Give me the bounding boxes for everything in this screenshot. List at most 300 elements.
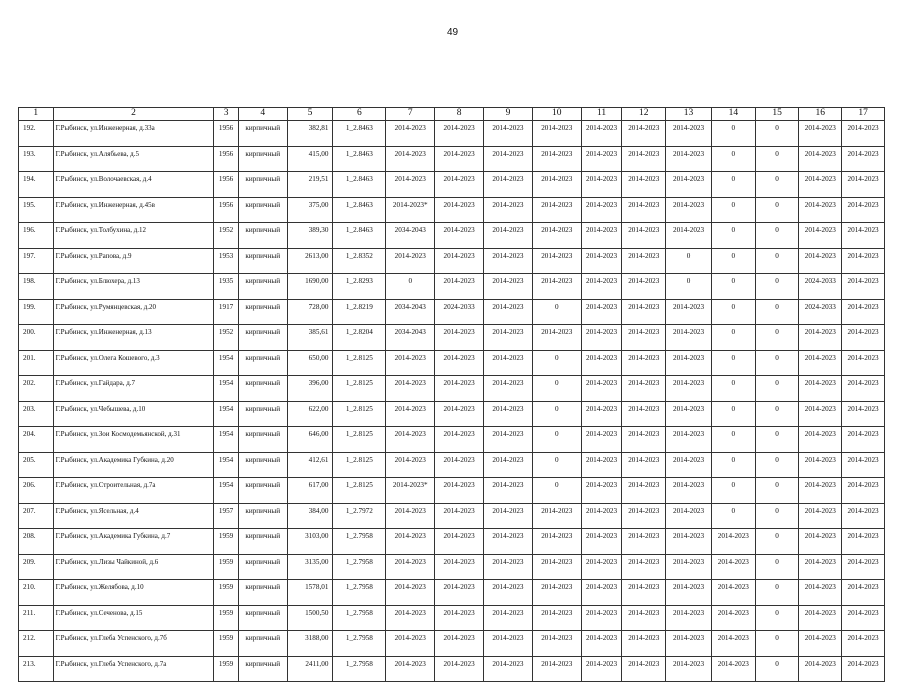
table-cell: 1954 <box>214 376 238 402</box>
table-cell: 2014-2023 <box>435 452 484 478</box>
table-cell: 2014-2023 <box>435 427 484 453</box>
table-cell: 2014-2023 <box>666 121 712 147</box>
table-cell: 204. <box>19 427 54 453</box>
table-cell: 2014-2023 <box>799 580 842 606</box>
table-cell: 0 <box>532 376 581 402</box>
table-cell: кирпичный <box>238 197 287 223</box>
table-cell: 1957 <box>214 503 238 529</box>
table-cell: 2014-2023 <box>386 121 435 147</box>
table-cell: 1956 <box>214 172 238 198</box>
table-cell: 2014-2023 <box>532 121 581 147</box>
table-cell: Г.Рыбинск, ул.Рапова, д.9 <box>53 248 214 274</box>
table-cell: 0 <box>755 452 799 478</box>
table-cell: 2014-2023 <box>622 452 666 478</box>
table-cell: 1_2.8125 <box>333 427 386 453</box>
table-cell: 0 <box>711 197 755 223</box>
table-cell: 2014-2023 <box>386 580 435 606</box>
table-cell: 2014-2023 <box>532 146 581 172</box>
table-row <box>19 325 885 351</box>
table-cell: 2014-2023 <box>666 452 712 478</box>
table-cell: 2014-2023 <box>666 554 712 580</box>
table-cell: 1956 <box>214 121 238 147</box>
table-cell: 0 <box>755 146 799 172</box>
table-cell: 2014-2023 <box>484 376 533 402</box>
table-cell: 0 <box>711 401 755 427</box>
table-cell: 0 <box>711 503 755 529</box>
table-cell: 194. <box>19 172 54 198</box>
table-cell: 1956 <box>214 197 238 223</box>
table-cell: 2014-2023 <box>581 350 622 376</box>
table-cell: 1959 <box>214 529 238 555</box>
table-cell: 0 <box>755 299 799 325</box>
page-number: 49 <box>446 27 459 38</box>
table-cell: 2014-2023 <box>435 248 484 274</box>
table-cell: 0 <box>755 223 799 249</box>
table-cell: 2014-2023 <box>484 121 533 147</box>
table-cell: 389,30 <box>287 223 333 249</box>
table-cell: 382,81 <box>287 121 333 147</box>
table-cell: 2014-2023 <box>799 376 842 402</box>
table-cell: 2014-2023 <box>666 580 712 606</box>
table-cell: 622,00 <box>287 401 333 427</box>
table-cell: 203. <box>19 401 54 427</box>
table-cell: 2014-2023 <box>484 401 533 427</box>
table-cell: 2014-2023 <box>386 427 435 453</box>
table-cell: 385,61 <box>287 325 333 351</box>
table-row <box>19 554 885 580</box>
table-cell: 2014-2023 <box>435 146 484 172</box>
table-row <box>19 274 885 300</box>
table-cell: кирпичный <box>238 631 287 657</box>
table-cell: Г.Рыбинск, ул.Зои Космодемьянской, д.31 <box>53 427 214 453</box>
table-cell: 2014-2023 <box>484 197 533 223</box>
table-cell: 2014-2023 <box>666 299 712 325</box>
table-cell: 2014-2023 <box>622 121 666 147</box>
table-cell: 2034-2043 <box>386 325 435 351</box>
table-cell: 2014-2023 <box>386 350 435 376</box>
table-cell: 2014-2023 <box>386 605 435 631</box>
table-cell: 2014-2023 <box>842 223 885 249</box>
table-cell: 0 <box>755 248 799 274</box>
table-cell: 2014-2023 <box>666 605 712 631</box>
table-cell: 1_2.7958 <box>333 529 386 555</box>
table-cell: 2014-2023 <box>532 172 581 198</box>
table-cell: 1954 <box>214 478 238 504</box>
table-cell: 2014-2023 <box>622 172 666 198</box>
table-cell: 0 <box>755 605 799 631</box>
table-cell: 1_2.8125 <box>333 401 386 427</box>
table-cell: 2014-2023 <box>581 656 622 682</box>
table-cell: 1_2.8125 <box>333 376 386 402</box>
table-cell: 2014-2023 <box>666 529 712 555</box>
table-cell: кирпичный <box>238 172 287 198</box>
table-cell: 2014-2023 <box>581 503 622 529</box>
table-cell: 2014-2023 <box>581 580 622 606</box>
table-cell: Г.Рыбинск, ул.Гайдара, д.7 <box>53 376 214 402</box>
table-cell: 2014-2023 <box>799 554 842 580</box>
table-cell: 2014-2023 <box>435 274 484 300</box>
table-cell: 2014-2023 <box>711 580 755 606</box>
table-cell: 1917 <box>214 299 238 325</box>
column-header-2: 2 <box>53 108 214 121</box>
table-cell: 2014-2023 <box>622 299 666 325</box>
table-cell: 728,00 <box>287 299 333 325</box>
table-cell: 3135,00 <box>287 554 333 580</box>
table-cell: 213. <box>19 656 54 682</box>
table-cell: 1956 <box>214 146 238 172</box>
table-cell: 2014-2023 <box>842 401 885 427</box>
table-cell: 2014-2023 <box>711 529 755 555</box>
table-cell: Г.Рыбинск, ул.Толбухина, д.12 <box>53 223 214 249</box>
table-cell: 0 <box>532 427 581 453</box>
table-cell: 2014-2023 <box>581 299 622 325</box>
table-cell: 2014-2023 <box>842 503 885 529</box>
table-cell: 2014-2023 <box>622 274 666 300</box>
table-cell: 1952 <box>214 325 238 351</box>
table-cell: 2014-2023 <box>842 631 885 657</box>
table-cell: 1954 <box>214 427 238 453</box>
table-cell: 0 <box>711 427 755 453</box>
table-cell: 2014-2023 <box>842 248 885 274</box>
table-cell: 2014-2023 <box>386 529 435 555</box>
table-cell: 2014-2023 <box>435 197 484 223</box>
table-cell: 2014-2023 <box>842 274 885 300</box>
table-cell: 2014-2023 <box>622 146 666 172</box>
table-cell: 2014-2023 <box>842 146 885 172</box>
column-header-1: 1 <box>19 108 54 121</box>
table-cell: Г.Рыбинск, ул.Инженерная, д.45в <box>53 197 214 223</box>
table-cell: 0 <box>755 529 799 555</box>
table-cell: 1935 <box>214 274 238 300</box>
table-cell: Г.Рыбинск, ул.Глеба Успенского, д.7а <box>53 656 214 682</box>
table-cell: кирпичный <box>238 376 287 402</box>
column-header-7: 7 <box>386 108 435 121</box>
table-cell: 2024-2033 <box>799 274 842 300</box>
table-cell: 2014-2023 <box>581 197 622 223</box>
table-row <box>19 248 885 274</box>
table-cell: 2014-2023 <box>799 223 842 249</box>
table-cell: 2014-2023 <box>842 376 885 402</box>
table-cell: кирпичный <box>238 299 287 325</box>
table-cell: 0 <box>711 325 755 351</box>
table-cell: 2014-2023 <box>842 299 885 325</box>
table-cell: 2014-2023 <box>799 121 842 147</box>
table-cell: 2014-2023 <box>799 248 842 274</box>
table-cell: 2014-2023 <box>842 656 885 682</box>
table-cell: 1_2.8125 <box>333 452 386 478</box>
table-cell: 2014-2023 <box>622 223 666 249</box>
table-row <box>19 197 885 223</box>
table-cell: 0 <box>755 325 799 351</box>
table-cell: 0 <box>755 376 799 402</box>
table-cell: 2014-2023 <box>581 223 622 249</box>
table-cell: 1_2.7958 <box>333 554 386 580</box>
table-cell: кирпичный <box>238 248 287 274</box>
table-cell: 1_2.8204 <box>333 325 386 351</box>
table-cell: 2014-2023 <box>532 325 581 351</box>
table-cell: 0 <box>755 554 799 580</box>
table-cell: Г.Рыбинск, ул.Инженерная, д.33а <box>53 121 214 147</box>
table-cell: кирпичный <box>238 350 287 376</box>
header-row <box>19 108 885 121</box>
table-row <box>19 350 885 376</box>
table-cell: 212. <box>19 631 54 657</box>
column-header-14: 14 <box>711 108 755 121</box>
table-cell: 2014-2023 <box>532 274 581 300</box>
table-cell: 2014-2023 <box>666 427 712 453</box>
table-cell: 2014-2023 <box>484 146 533 172</box>
table-cell: 1952 <box>214 223 238 249</box>
table-cell: 2014-2023* <box>386 478 435 504</box>
table-cell: 2014-2023 <box>799 478 842 504</box>
table-cell: 2014-2023 <box>581 376 622 402</box>
table-cell: 2024-2033 <box>799 299 842 325</box>
table-cell: Г.Рыбинск, ул.Чебышева, д.10 <box>53 401 214 427</box>
table-cell: 415,00 <box>287 146 333 172</box>
table-cell: 2014-2023 <box>622 656 666 682</box>
table-cell: 2014-2023 <box>711 554 755 580</box>
table-row <box>19 299 885 325</box>
table-cell: 2014-2023 <box>799 427 842 453</box>
table-cell: 0 <box>711 121 755 147</box>
table-cell: 2014-2023 <box>842 529 885 555</box>
table-cell: 2014-2023 <box>484 325 533 351</box>
table-cell: 206. <box>19 478 54 504</box>
table-cell: 2024-2033 <box>435 299 484 325</box>
table-cell: 1_2.8463 <box>333 197 386 223</box>
table-cell: 1_2.8125 <box>333 478 386 504</box>
table-cell: кирпичный <box>238 223 287 249</box>
table-cell: 1_2.7958 <box>333 580 386 606</box>
table-cell: 208. <box>19 529 54 555</box>
table-cell: 2014-2023 <box>622 197 666 223</box>
table-cell: 219,51 <box>287 172 333 198</box>
table-body <box>19 121 885 682</box>
table-cell: 2014-2023 <box>842 350 885 376</box>
table-cell: 2014-2023 <box>435 376 484 402</box>
column-header-6: 6 <box>333 108 386 121</box>
column-header-4: 4 <box>238 108 287 121</box>
table-cell: 2014-2023 <box>435 656 484 682</box>
table-cell: 2014-2023 <box>484 427 533 453</box>
table-cell: 2014-2023 <box>799 350 842 376</box>
table-row <box>19 656 885 682</box>
table-cell: 2014-2023 <box>435 529 484 555</box>
table-cell: 0 <box>755 172 799 198</box>
table-cell: 2014-2023 <box>622 605 666 631</box>
table-row <box>19 452 885 478</box>
table-cell: 202. <box>19 376 54 402</box>
table-cell: 0 <box>711 172 755 198</box>
table-cell: 2014-2023 <box>842 580 885 606</box>
table-cell: 2014-2023 <box>435 478 484 504</box>
buildings-table <box>18 107 885 682</box>
table-cell: 0 <box>711 248 755 274</box>
table-cell: 2014-2023 <box>622 554 666 580</box>
table-cell: 2014-2023 <box>435 350 484 376</box>
table-cell: 2014-2023 <box>484 554 533 580</box>
table-cell: 2014-2023 <box>842 452 885 478</box>
table-cell: 2014-2023 <box>484 223 533 249</box>
table-cell: 2014-2023 <box>622 631 666 657</box>
table-cell: 1_2.8463 <box>333 223 386 249</box>
table-cell: 2014-2023 <box>435 223 484 249</box>
column-header-3: 3 <box>214 108 238 121</box>
table-cell: 1959 <box>214 605 238 631</box>
table-cell: кирпичный <box>238 325 287 351</box>
table-cell: 195. <box>19 197 54 223</box>
table-header <box>19 108 885 121</box>
table-cell: 2014-2023 <box>622 248 666 274</box>
table-cell: 2014-2023 <box>666 325 712 351</box>
table-cell: 2014-2023 <box>799 529 842 555</box>
table-cell: 2014-2023 <box>484 631 533 657</box>
table-cell: 210. <box>19 580 54 606</box>
table-cell: 2014-2023 <box>386 452 435 478</box>
table-cell: Г.Рыбинск, ул.Олега Кошевого, д.3 <box>53 350 214 376</box>
table-cell: кирпичный <box>238 605 287 631</box>
table-cell: 1953 <box>214 248 238 274</box>
table-cell: 2014-2023 <box>581 401 622 427</box>
table-cell: 2014-2023 <box>532 605 581 631</box>
table-cell: 1959 <box>214 580 238 606</box>
table-cell: 2014-2023 <box>622 325 666 351</box>
table-cell: 2014-2023 <box>484 248 533 274</box>
table-cell: Г.Рыбинск, ул.Инженерная, д.13 <box>53 325 214 351</box>
table-row <box>19 605 885 631</box>
table-row <box>19 478 885 504</box>
table-cell: 201. <box>19 350 54 376</box>
table-cell: 0 <box>755 478 799 504</box>
table-cell: Г.Рыбинск, ул.Желябова, д.10 <box>53 580 214 606</box>
table-cell: 2014-2023 <box>842 121 885 147</box>
table-cell: 0 <box>755 631 799 657</box>
table-cell: 2014-2023 <box>666 631 712 657</box>
table-cell: 2014-2023 <box>666 478 712 504</box>
table-cell: 196. <box>19 223 54 249</box>
table-cell: 2014-2023 <box>622 401 666 427</box>
table-cell: 2014-2023 <box>386 503 435 529</box>
column-header-17: 17 <box>842 108 885 121</box>
table-cell: 2014-2023 <box>799 656 842 682</box>
table-cell: 2014-2023 <box>581 529 622 555</box>
table-cell: 2014-2023 <box>435 325 484 351</box>
table-cell: Г.Рыбинск, ул.Ясельная, д.4 <box>53 503 214 529</box>
table-cell: кирпичный <box>238 529 287 555</box>
table-cell: кирпичный <box>238 503 287 529</box>
table-cell: 2014-2023 <box>666 223 712 249</box>
table-cell: 2034-2043 <box>386 223 435 249</box>
table-cell: кирпичный <box>238 656 287 682</box>
table-row <box>19 580 885 606</box>
table-cell: 2014-2023 <box>581 146 622 172</box>
column-header-16: 16 <box>799 108 842 121</box>
table-cell: 2014-2023 <box>484 299 533 325</box>
table-cell: 2014-2023 <box>622 350 666 376</box>
table-cell: 3103,00 <box>287 529 333 555</box>
table-cell: 198. <box>19 274 54 300</box>
table-cell: 2014-2023 <box>484 605 533 631</box>
table-cell: 209. <box>19 554 54 580</box>
table-cell: 0 <box>532 299 581 325</box>
table-cell: 2014-2023 <box>799 452 842 478</box>
table-cell: 2014-2023 <box>532 248 581 274</box>
table-cell: 2014-2023 <box>386 631 435 657</box>
table-cell: 0 <box>711 146 755 172</box>
column-header-10: 10 <box>532 108 581 121</box>
table-cell: 205. <box>19 452 54 478</box>
table-cell: 412,61 <box>287 452 333 478</box>
table-cell: 199. <box>19 299 54 325</box>
table-cell: 0 <box>755 580 799 606</box>
table-cell: 2014-2023 <box>799 325 842 351</box>
table-cell: 1954 <box>214 452 238 478</box>
table-cell: 1690,00 <box>287 274 333 300</box>
table-cell: 2014-2023 <box>842 325 885 351</box>
table-cell: кирпичный <box>238 580 287 606</box>
table-cell: 2014-2023 <box>842 172 885 198</box>
table-cell: 1_2.7958 <box>333 656 386 682</box>
table-cell: 3188,00 <box>287 631 333 657</box>
table-cell: Г.Рыбинск, ул.Академика Губкина, д.7 <box>53 529 214 555</box>
table-cell: 2014-2023 <box>842 605 885 631</box>
table-cell: 2014-2023 <box>666 172 712 198</box>
table-cell: 1959 <box>214 656 238 682</box>
table-cell: Г.Рыбинск, ул.Лизы Чайкиной, д.6 <box>53 554 214 580</box>
table-cell: 2014-2023* <box>386 197 435 223</box>
table-cell: 2014-2023 <box>581 274 622 300</box>
table-cell: 2014-2023 <box>581 554 622 580</box>
table-cell: 2014-2023 <box>666 401 712 427</box>
table-cell: 2411,00 <box>287 656 333 682</box>
table-row <box>19 223 885 249</box>
table-cell: 1_2.8463 <box>333 172 386 198</box>
table-cell: кирпичный <box>238 146 287 172</box>
table-cell: 2014-2023 <box>581 605 622 631</box>
table-cell: кирпичный <box>238 478 287 504</box>
table-cell: 2014-2023 <box>622 503 666 529</box>
table-cell: 0 <box>755 274 799 300</box>
table-cell: 207. <box>19 503 54 529</box>
table-cell: 1_2.8219 <box>333 299 386 325</box>
table-cell: 2014-2023 <box>484 350 533 376</box>
table-cell: Г.Рыбинск, ул.Блюхера, д.13 <box>53 274 214 300</box>
table-cell: 375,00 <box>287 197 333 223</box>
column-header-5: 5 <box>287 108 333 121</box>
table-cell: 2014-2023 <box>484 478 533 504</box>
table-cell: 2014-2023 <box>799 197 842 223</box>
table-cell: Г.Рыбинск, ул.Строительная, д.7а <box>53 478 214 504</box>
table-cell: 2014-2023 <box>386 401 435 427</box>
table-cell: 2014-2023 <box>799 146 842 172</box>
table-cell: Г.Рыбинск, ул.Румянцевская, д.20 <box>53 299 214 325</box>
table-cell: 0 <box>532 350 581 376</box>
table-cell: 0 <box>666 248 712 274</box>
table-row <box>19 631 885 657</box>
table-cell: 396,00 <box>287 376 333 402</box>
table-cell: 2014-2023 <box>581 121 622 147</box>
table-cell: 1_2.8463 <box>333 146 386 172</box>
table-cell: 2014-2023 <box>435 631 484 657</box>
table-cell: 0 <box>711 223 755 249</box>
table-cell: 2014-2023 <box>666 350 712 376</box>
table-cell: кирпичный <box>238 274 287 300</box>
table-cell: 200. <box>19 325 54 351</box>
column-header-11: 11 <box>581 108 622 121</box>
table-row <box>19 401 885 427</box>
table-cell: 0 <box>532 401 581 427</box>
table-row <box>19 529 885 555</box>
